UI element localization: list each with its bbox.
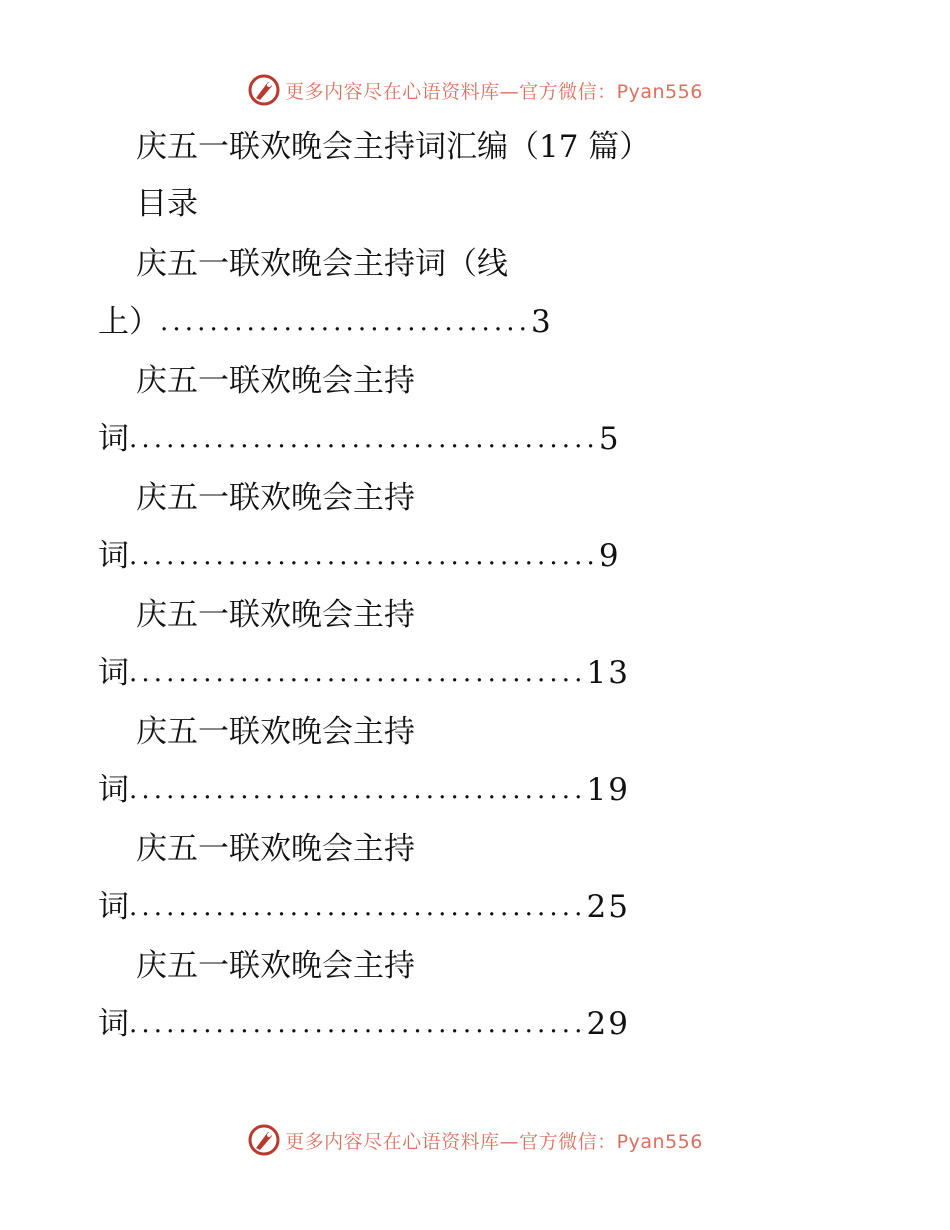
- toc-leader-dots: .....................................: [129, 1009, 587, 1039]
- toc-entry-title[interactable]: 庆五一联欢晚会主持: [136, 480, 415, 516]
- footer-watermark-banner: [0, 1118, 950, 1162]
- toc-entry-title-cont: 词: [98, 538, 129, 574]
- toc-entry-title[interactable]: 庆五一联欢晚会主持词（线: [136, 246, 508, 282]
- pen-nib-logo-icon: [247, 1123, 281, 1157]
- toc-entry-title-cont: 词: [98, 655, 129, 691]
- toc-page-number: 3: [530, 304, 553, 340]
- watermark-text: 更多内容尽在心语资料库—官方微信：Pyan556: [285, 1130, 703, 1153]
- toc-entry-row[interactable]: [98, 419, 621, 459]
- document-title: 庆五一联欢晚会主持词汇编（17 篇）: [136, 129, 651, 165]
- toc-page-number: 19: [586, 772, 630, 808]
- toc-entry-title-cont: 词: [98, 889, 129, 925]
- toc-entry-row[interactable]: [98, 536, 621, 576]
- toc-leader-dots: .....................................: [129, 775, 587, 805]
- toc-leader-dots: .....................................: [129, 892, 587, 922]
- toc-page-number: 5: [598, 421, 621, 457]
- toc-entry-row[interactable]: [98, 653, 630, 693]
- toc-entry-title[interactable]: 庆五一联欢晚会主持: [136, 363, 415, 399]
- toc-page-number: 29: [586, 1006, 630, 1042]
- watermark-text: 更多内容尽在心语资料库—官方微信：Pyan556: [285, 80, 703, 103]
- toc-entry-title[interactable]: 庆五一联欢晚会主持: [136, 948, 415, 984]
- toc-leader-dots: ......................................: [129, 541, 599, 571]
- toc-entry-title-cont: 词: [98, 772, 129, 808]
- toc-leader-dots: ..............................: [160, 307, 531, 337]
- toc-entry-row[interactable]: [98, 887, 630, 927]
- toc-leader-dots: .....................................: [129, 658, 587, 688]
- toc-entry-title-cont: 上）: [98, 304, 160, 340]
- toc-leader-dots: ......................................: [129, 424, 599, 454]
- toc-entry-title[interactable]: 庆五一联欢晚会主持: [136, 714, 415, 750]
- toc-entry-row[interactable]: [98, 770, 630, 810]
- toc-page-number: 25: [586, 889, 630, 925]
- toc-page-number: 9: [598, 538, 621, 574]
- toc-entry-title-cont: 词: [98, 1006, 129, 1042]
- toc-entry-title[interactable]: 庆五一联欢晚会主持: [136, 831, 415, 867]
- toc-page-number: 13: [586, 655, 630, 691]
- toc-entry-row[interactable]: [98, 302, 553, 342]
- toc-heading: 目录: [136, 186, 198, 222]
- toc-entry-title[interactable]: 庆五一联欢晚会主持: [136, 597, 415, 633]
- toc-entry-row[interactable]: [98, 1004, 630, 1044]
- header-watermark-banner: [0, 68, 950, 112]
- pen-nib-logo-icon: [247, 73, 281, 107]
- toc-entry-title-cont: 词: [98, 421, 129, 457]
